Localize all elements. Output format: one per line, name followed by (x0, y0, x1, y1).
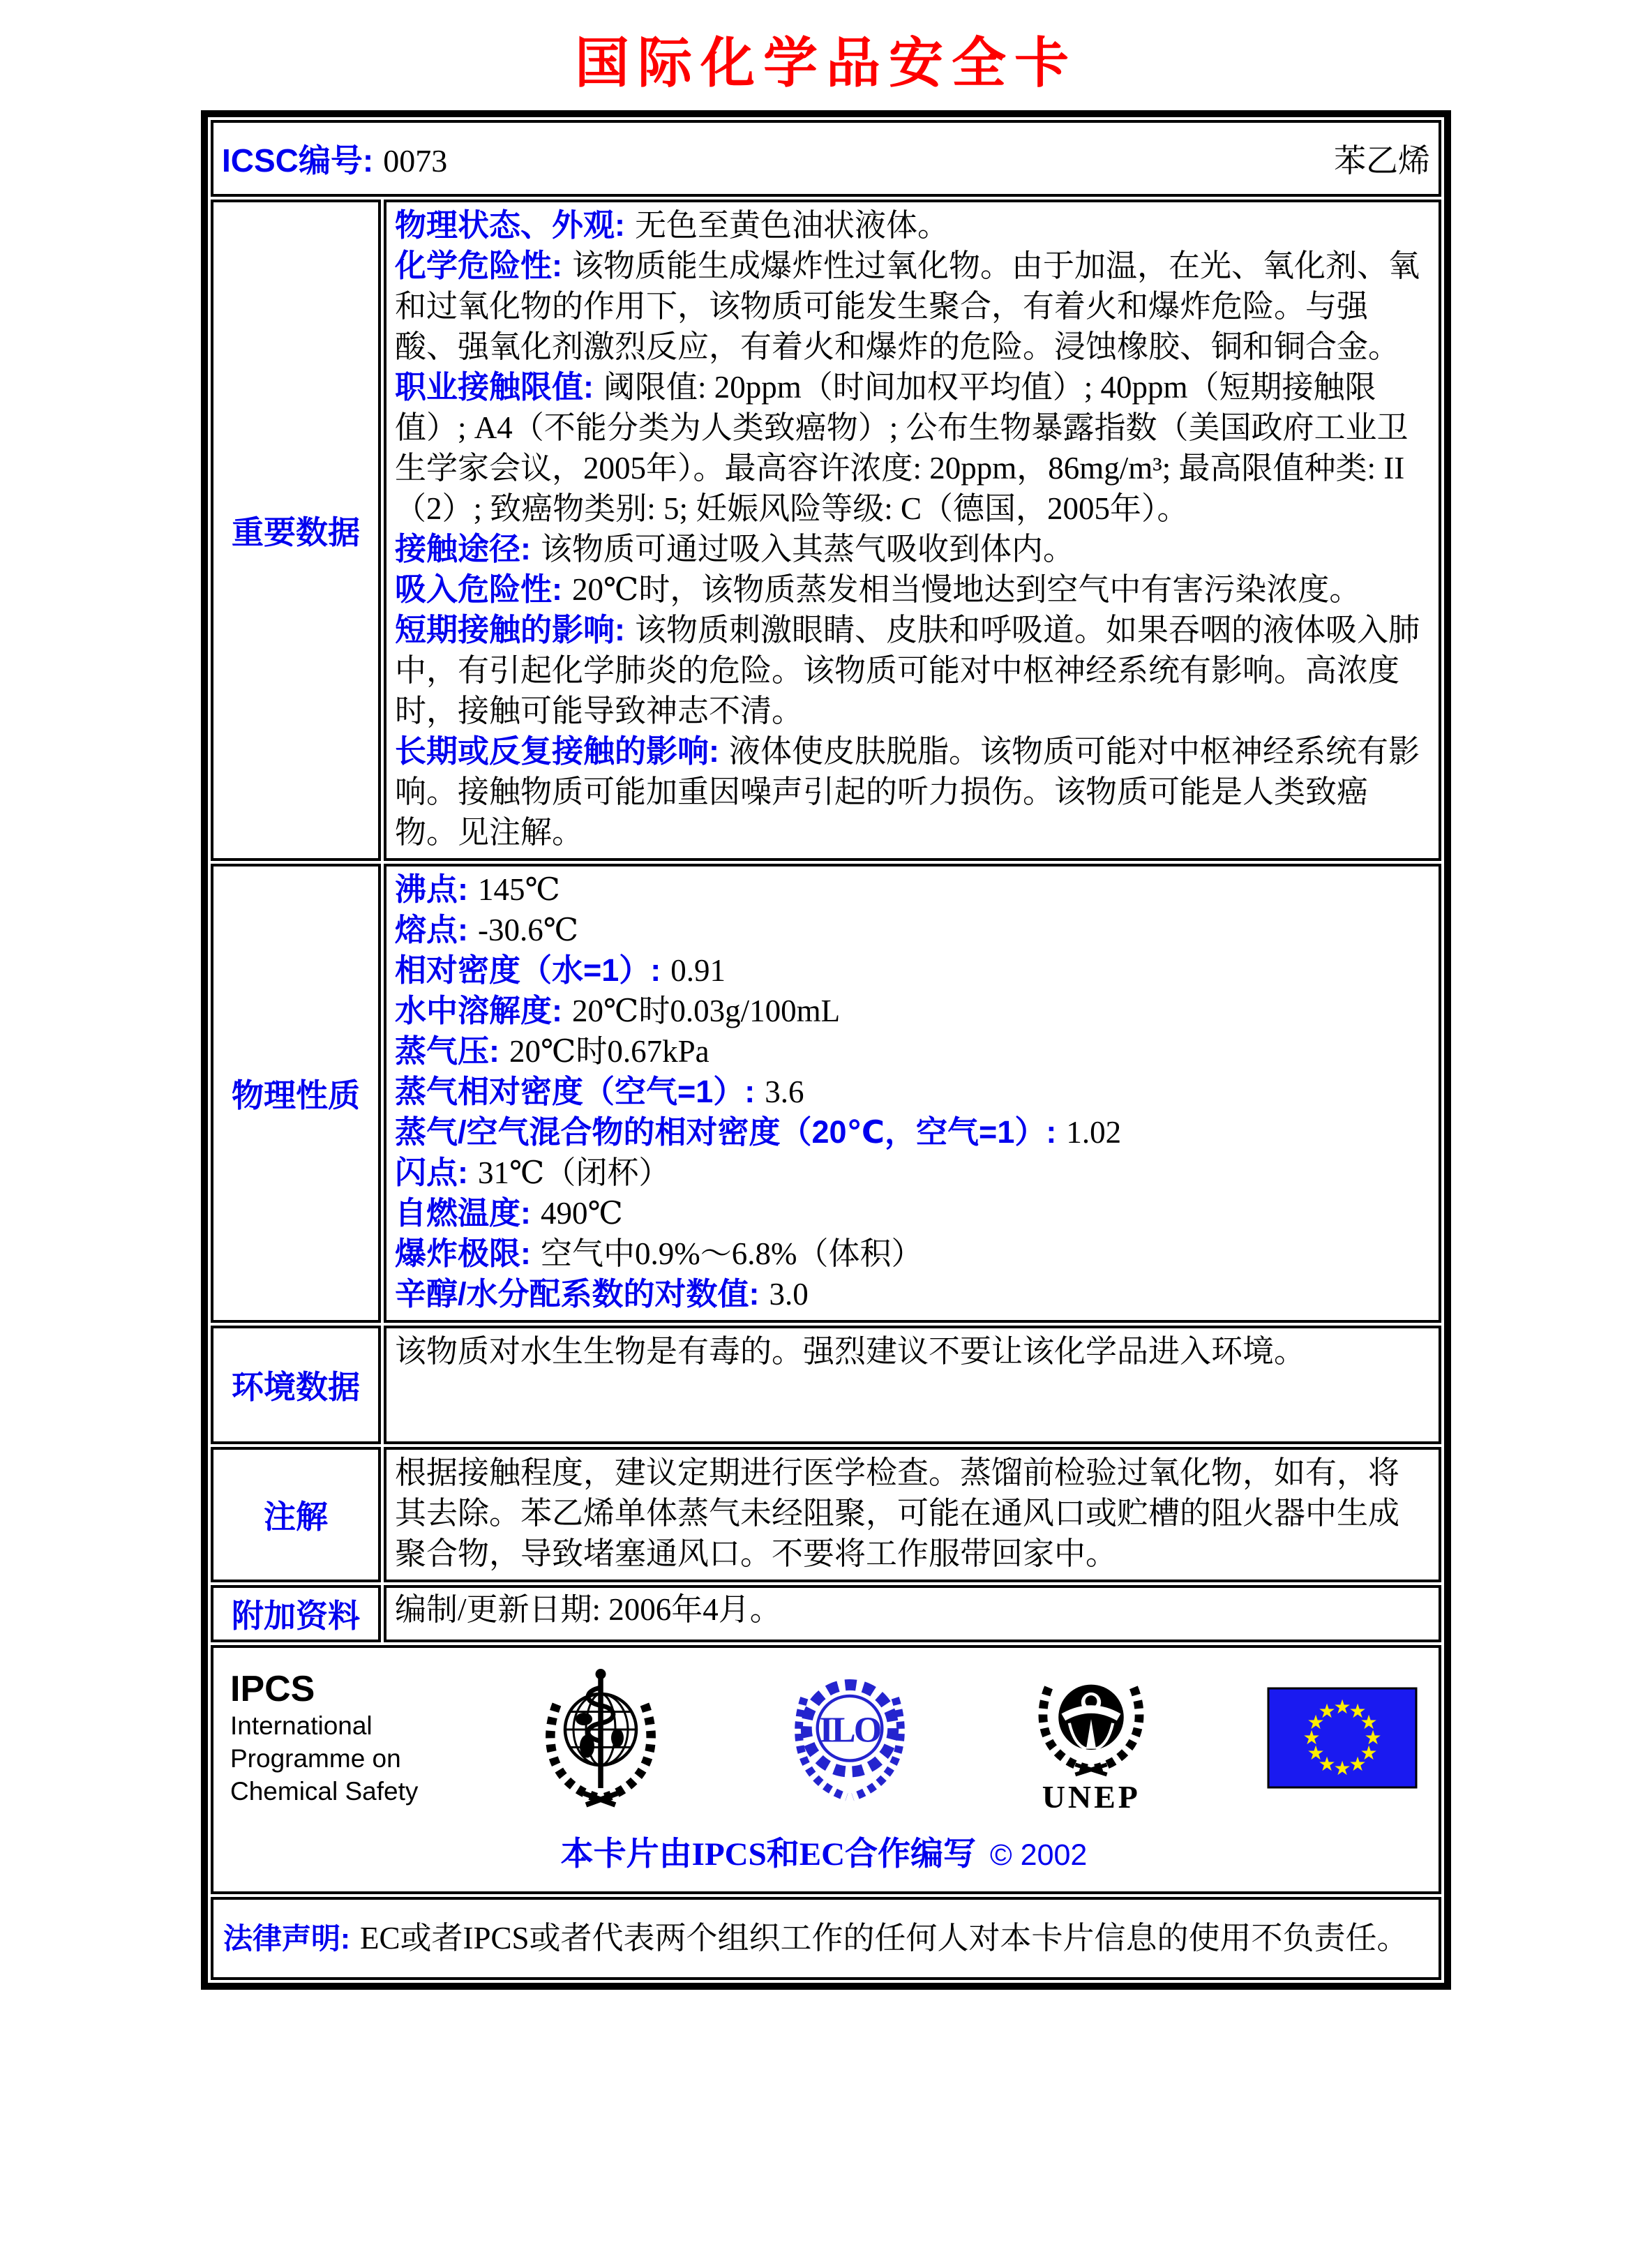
icsc-number-group (222, 135, 447, 181)
notes-text: 根据接触程度，建议定期进行医学检查。蒸馏前检验过氧化物，如有，将其去除。苯乙烯单体蒸气未经阻聚，可能在通风口或贮槽的阻火器中生成聚合物，导致堵塞通风口。不要将工作服带回家中。 (395, 1455, 1400, 1571)
physical-property-item: 相对密度（水=1）: 0.91 (395, 952, 726, 988)
legal-label: 法律声明: (223, 1922, 350, 1955)
icsc-number-value: 0073 (383, 143, 448, 179)
unep-logo-block (1032, 1662, 1150, 1814)
who-logo-icon (534, 1665, 667, 1811)
additional-info-row (211, 1585, 1441, 1642)
page (0, 20, 1652, 1990)
icsc-card-table (201, 110, 1451, 1990)
physical-property-item: 蒸气相对密度（空气=1）: 3.6 (395, 1074, 804, 1109)
ipcs-acronym: IPCS (230, 1668, 315, 1709)
logos-row (211, 1645, 1441, 1894)
physical-property-item: 蒸气压: 20℃时0.67kPa (395, 1033, 709, 1069)
additional-info-text: 编制/更新日期: 2006年4月。 (395, 1592, 781, 1627)
svg-text:★: ★ (1307, 1741, 1325, 1764)
important-data-item: 化学危险性: 该物质能生成爆炸性过氧化物。由于加温，在光、氧化剂、氧和过氧化物的作用下，该物质可能发生聚合，有着火和爆炸危险。与强酸、强氧化剂激烈反应，有着火和爆炸的危险。浸蚀橡胶、铜和铜合金。 (395, 248, 1420, 364)
physical-property-item: 沸点: 145℃ (395, 871, 560, 907)
svg-text:★: ★ (1318, 1700, 1336, 1723)
svg-text:★: ★ (1307, 1711, 1325, 1734)
important-data-item: 接触途径: 该物质可通过吸入其蒸气吸收到体内。 (395, 531, 1075, 567)
svg-text:★: ★ (1333, 1695, 1351, 1718)
important-data-row-label: 重要数据 (211, 200, 381, 861)
important-data-item: 职业接触限值: 阈限值: 20ppm（时间加权平均值）; 40ppm（短期接触限值）; A4（不能分类为人类致癌物）; 公布生物暴露指数（美国政府工业卫生学家会议，2005年）。最高容许浓度: 20ppm，86mg/m³; 最高限值种类: II（2）; 致癌物类别: 5; 妊娠风险等级: C（德国，2005年）。 (395, 369, 1409, 526)
physical-property-item: 水中溶解度: 20℃时0.03g/100mL (395, 993, 841, 1028)
important-data-item: 短期接触的影响: 该物质刺激眼睛、皮肤和呼吸道。如果吞咽的液体吸入肺中，有引起化学肺炎的危险。该物质可能对中枢神经系统有影响。高浓度时，接触可能导致神志不清。 (395, 612, 1420, 728)
svg-text:★: ★ (1333, 1757, 1351, 1780)
physical-property-item: 熔点: -30.6℃ (395, 912, 579, 947)
svg-text:★: ★ (1349, 1700, 1367, 1723)
eu-flag-icon (1267, 1687, 1418, 1789)
unep-logo-icon (1032, 1662, 1150, 1780)
credit-line (230, 1828, 1418, 1875)
svg-text:★: ★ (1349, 1753, 1367, 1776)
header-row (211, 120, 1441, 197)
important-data-item: 物理状态、外观: 无色至黄色油状液体。 (395, 207, 949, 243)
ipcs-text-block: IPCS International Programme on Chemical Safety (230, 1668, 419, 1806)
svg-text:★: ★ (1364, 1726, 1382, 1749)
additional-info-row-label: 附加资料 (211, 1585, 381, 1642)
credit-text: 本卡片由IPCS和EC合作编写 (560, 1836, 977, 1873)
svg-text:★: ★ (1302, 1726, 1321, 1749)
svg-text:★: ★ (1360, 1711, 1378, 1734)
physical-properties-row (211, 864, 1441, 1323)
legal-notice (223, 1918, 1429, 1959)
ilo-logo-icon (783, 1665, 916, 1811)
legal-text: EC或者IPCS或者代表两个组织工作的任何人对本卡片信息的使用不负责任。 (360, 1921, 1409, 1956)
copyright-text: © 2002 (990, 1838, 1088, 1872)
notes-row (211, 1447, 1441, 1582)
environmental-data-row-label: 环境数据 (211, 1326, 381, 1444)
physical-property-item: 蒸气/空气混合物的相对密度（20℃，空气=1）: 1.02 (395, 1114, 1122, 1150)
svg-text:★: ★ (1318, 1753, 1336, 1776)
svg-text:ILO: ILO (819, 1710, 880, 1750)
physical-properties-row-label: 物理性质 (211, 864, 381, 1323)
physical-property-item: 爆炸极限: 空气中0.9%～6.8%（体积） (395, 1236, 923, 1271)
environmental-data-row (211, 1326, 1441, 1444)
legal-row (211, 1897, 1441, 1980)
chemical-name: 苯乙烯 (1334, 143, 1430, 179)
physical-property-item: 辛醇/水分配系数的对数值: 3.0 (395, 1276, 809, 1312)
important-data-item: 长期或反复接触的影响: 液体使皮肤脱脂。该物质可能对中枢神经系统有影响。接触物质可能加重因噪声引起的听力损伤。该物质可能是人类致癌物。见注解。 (395, 733, 1420, 850)
notes-row-label: 注解 (211, 1447, 381, 1582)
svg-text:★: ★ (1360, 1741, 1378, 1764)
unep-label: UNEP (1042, 1779, 1141, 1815)
icsc-number-label: ICSC编号: (222, 142, 374, 179)
important-data-item: 吸入危险性: 20℃时，该物质蒸发相当慢地达到空气中有害污染浓度。 (395, 571, 1361, 607)
physical-property-item: 自燃温度: 490℃ (395, 1195, 623, 1231)
page-title: 国际化学品安全卡 (574, 33, 1077, 93)
physical-property-item: 闪点: 31℃（闭杯） (395, 1155, 670, 1190)
environmental-data-text: 该物质对水生生物是有毒的。强烈建议不要让该化学品进入环境。 (395, 1334, 1306, 1369)
important-data-row (211, 200, 1441, 861)
